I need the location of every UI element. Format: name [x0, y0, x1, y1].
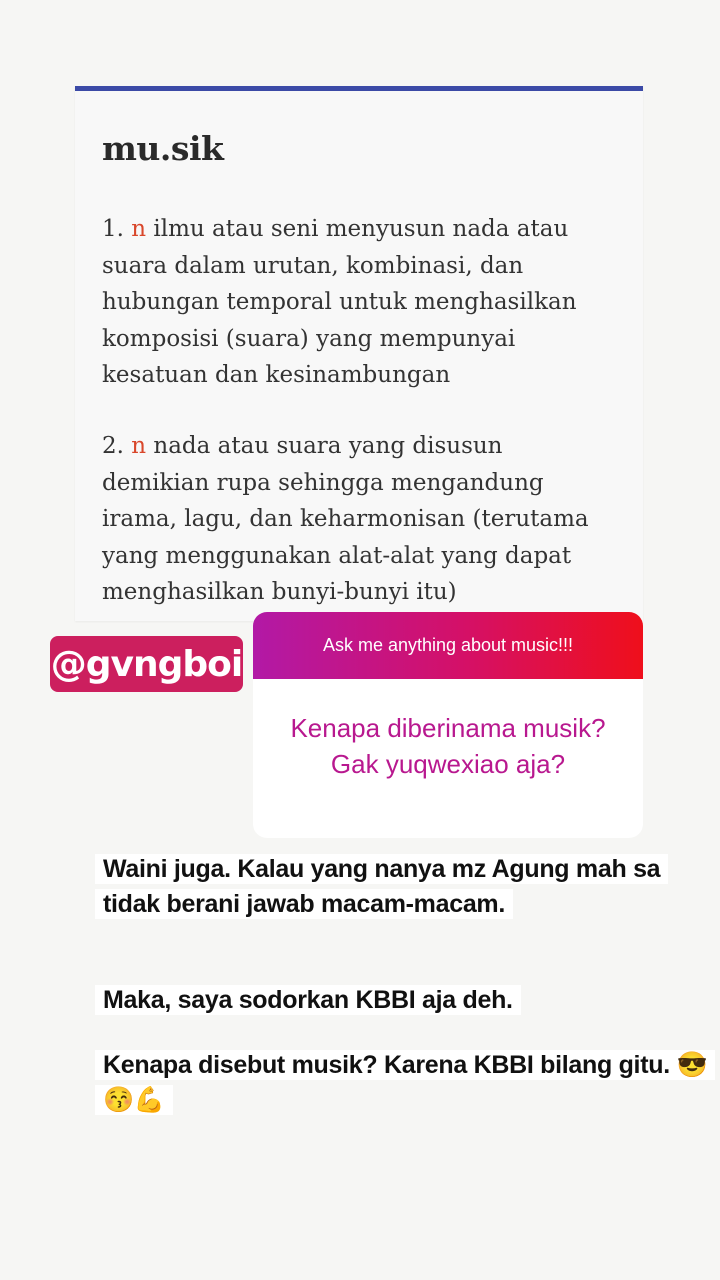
definition-sense-1 — [102, 211, 617, 394]
dictionary-entry-card — [75, 86, 643, 621]
answer-text: Waini juga. Kalau yang nanya mz Agung mah sa tidak berani jawab macam-macam. — [95, 854, 668, 919]
part-of-speech: n — [131, 433, 147, 459]
question-sticker[interactable] — [253, 612, 643, 838]
question-text: Kenapa diberinama musik? Gak yuqwexiao aja? — [290, 713, 606, 779]
definition-sense-2 — [102, 428, 617, 611]
answer-paragraph-2 — [95, 983, 521, 1018]
part-of-speech: n — [131, 216, 147, 242]
sense-definition: nada atau suara yang disusun demikian rupa sehingga mengandung irama, lagu, dan keharmonisan (terutama yang menggunakan alat-alat yang dapat menghasilkan bunyi-bunyi itu) — [102, 433, 589, 605]
answer-paragraph-3 — [95, 1048, 720, 1118]
sense-definition: ilmu atau seni menyusun nada atau suara dalam urutan, kombinasi, dan hubungan temporal untuk menghasilkan komposisi (suara) yang mempunyai kesatuan dan kesinambungan — [102, 216, 577, 388]
sense-number: 2. — [102, 433, 124, 459]
mention-sticker[interactable]: @gvngboi — [50, 636, 243, 692]
sense-number: 1. — [102, 216, 124, 242]
answer-paragraph-1 — [95, 852, 720, 922]
answer-text: Kenapa disebut musik? Karena KBBI bilang gitu. 😎😚💪 — [95, 1050, 715, 1115]
answer-text: Maka, saya sodorkan KBBI aja deh. — [95, 985, 521, 1015]
question-prompt: Ask me anything about music!!! — [253, 612, 643, 679]
entry-headword: mu.sik — [102, 129, 224, 168]
